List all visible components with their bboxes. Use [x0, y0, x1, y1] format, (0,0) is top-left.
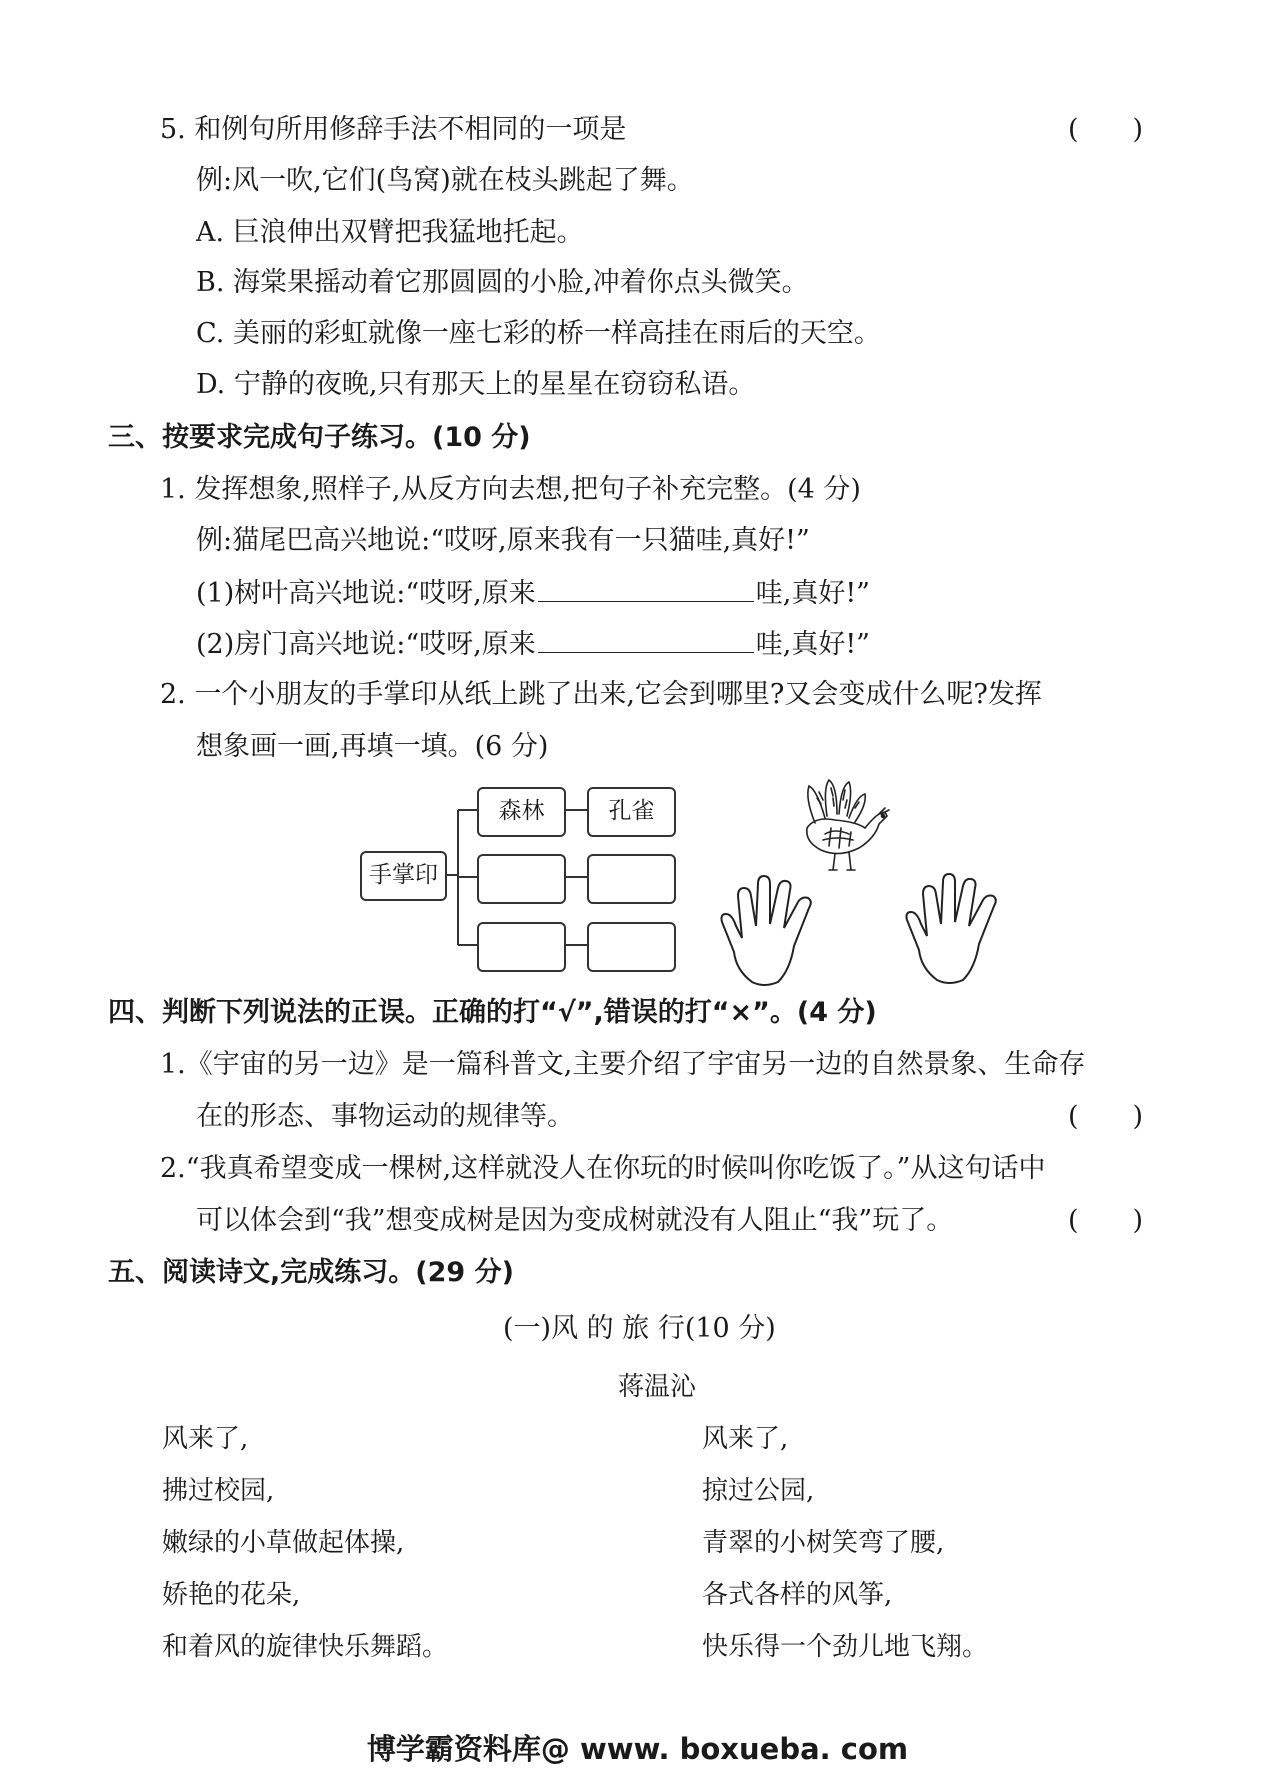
- q5-option-c: C. 美丽的彩虹就像一座七彩的桥一样高挂在雨后的天空。: [196, 318, 881, 349]
- sec3-q1-title: 1. 发挥想象,照样子,从反方向去想,把句子补充完整。(4 分): [160, 474, 861, 505]
- handprint-outline-left: [718, 874, 828, 989]
- feather-strokes: [817, 788, 859, 808]
- poem-left-line-3: 嫩绿的小草做起体操,: [162, 1528, 405, 1558]
- sec3-q2-line2: 想象画一画,再填一填。(6 分): [196, 731, 549, 762]
- q5-option-d: D. 宁静的夜晚,只有那天上的星星在窃窃私语。: [196, 369, 756, 400]
- diagram-place-1[interactable]: 森林: [477, 787, 566, 837]
- answer-blank-1[interactable]: [538, 575, 754, 602]
- sec4-q1-answer-paren[interactable]: ( ): [1068, 1101, 1144, 1132]
- q5-example: 例:风一吹,它们(鸟窝)就在枝头跳起了舞。: [196, 165, 694, 196]
- sec3-q1-item2-prefix: (2)房门高兴地说:“哎呀,原来: [196, 629, 536, 660]
- poem-left-line-1: 风来了,: [162, 1424, 249, 1454]
- diagram-place-2[interactable]: [477, 854, 566, 904]
- answer-blank-2[interactable]: [538, 626, 754, 653]
- section-3-title: 三、按要求完成句子练习。(10 分): [108, 422, 531, 453]
- poem-right-line-4: 各式各样的风筝,: [702, 1580, 893, 1610]
- sec4-q2-answer-paren[interactable]: ( ): [1068, 1205, 1144, 1236]
- sec4-q2-line1: 2.“我真希望变成一棵树,这样就没人在你玩的时候叫你吃饭了。”从这句话中: [160, 1153, 1046, 1184]
- sec3-q1-item2-suffix: 哇,真好!”: [755, 629, 870, 660]
- feather-4: [849, 794, 865, 822]
- sec3-q1-item2: [196, 626, 870, 662]
- poem-left-line-4: 娇艳的花朵,: [162, 1580, 301, 1610]
- sec3-q1-item1-prefix: (1)树叶高兴地说:“哎呀,原来: [196, 578, 536, 609]
- sec3-q1-example: 例:猫尾巴高兴地说:“哎呀,原来我有一只猫哇,真好!”: [196, 525, 810, 556]
- q5-option-a: A. 巨浪伸出双臂把我猛地托起。: [196, 217, 584, 248]
- poem-left-line-2: 拂过校园,: [162, 1476, 275, 1506]
- poem-author: 蒋温沁: [618, 1372, 697, 1402]
- peacock-crest: [879, 808, 889, 814]
- sec3-q1-item1: [196, 575, 870, 611]
- diagram-result-1[interactable]: 孔雀: [587, 787, 676, 837]
- q5-option-b: B. 海棠果摇动着它那圆圆的小脸,冲着你点头微笑。: [196, 267, 809, 298]
- q5-answer-paren[interactable]: ( ): [1068, 114, 1144, 145]
- peacock-handprint-illustration: [795, 778, 905, 878]
- poem-right-line-2: 掠过公园,: [702, 1476, 815, 1506]
- poem-left-line-5: 和着风的旋律快乐舞蹈。: [162, 1632, 449, 1662]
- poem-right-line-5: 快乐得一个劲儿地飞翔。: [702, 1632, 989, 1662]
- diagram-root-box: 手掌印: [360, 851, 447, 901]
- handprint-outline-right: [903, 872, 1013, 987]
- poem-right-line-1: 风来了,: [702, 1424, 789, 1454]
- diagram-place-3[interactable]: [477, 922, 566, 972]
- q5-title: 5. 和例句所用修辞手法不相同的一项是: [160, 114, 627, 145]
- poem-right-line-3: 青翠的小树笑弯了腰,: [702, 1528, 945, 1558]
- sec3-q1-item1-suffix: 哇,真好!”: [755, 578, 870, 609]
- feather-1: [808, 786, 825, 823]
- sec3-q2-line1: 2. 一个小朋友的手掌印从纸上跳了出来,它会到哪里?又会变成什么呢?发挥: [160, 679, 1042, 710]
- feather-2: [825, 780, 837, 816]
- sec4-q2-line2: 可以体会到“我”想变成树是因为变成树就没有人阻止“我”玩了。: [196, 1205, 954, 1236]
- peacock-eye: [882, 815, 885, 818]
- section-5-title: 五、阅读诗文,完成练习。(29 分): [108, 1257, 514, 1288]
- peacock-legs: [829, 852, 855, 870]
- feather-3: [839, 782, 851, 816]
- sec4-q1-line2: 在的形态、事物运动的规律等。: [196, 1101, 574, 1132]
- diagram-result-3[interactable]: [587, 922, 676, 972]
- diagram-result-2[interactable]: [587, 854, 676, 904]
- sec4-q1-line1: 1.《宇宙的另一边》是一篇科普文,主要介绍了宇宙另一边的自然景象、生命存: [160, 1049, 1086, 1080]
- section-4-title: 四、判断下列说法的正误。正确的打“√”,错误的打“×”。(4 分): [108, 997, 877, 1028]
- peacock-pattern: [823, 828, 853, 848]
- footer-watermark: 博学霸资料库@ www. boxueba. com: [366, 1732, 909, 1766]
- poem-title: (一)风 的 旅 行(10 分): [503, 1313, 776, 1344]
